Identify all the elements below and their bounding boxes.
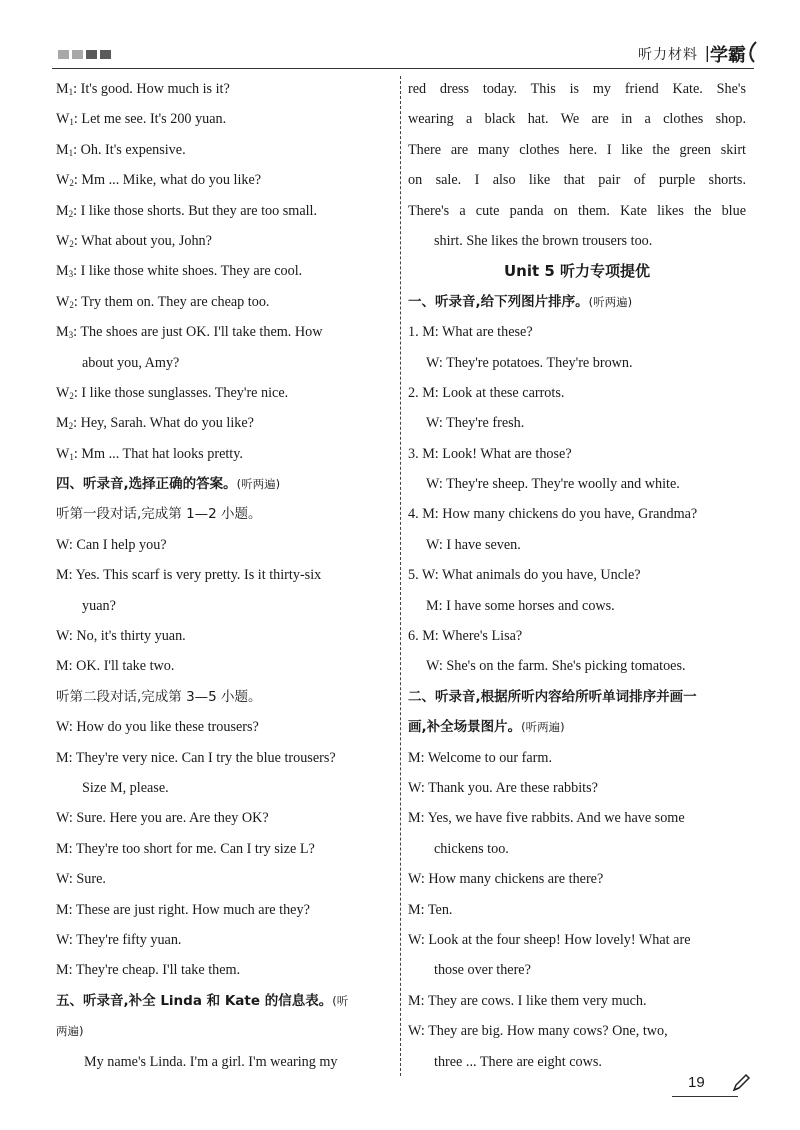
dialogue-text: What about you, John? xyxy=(81,232,212,249)
dialogue-text: They're cheap. I'll take them. xyxy=(75,962,241,979)
question-line xyxy=(408,621,746,651)
unit-title-text: Unit 5 听力专项提优 xyxy=(503,262,651,281)
paragraph-text: wearing a black hat. We are in a clothes shop. xyxy=(408,111,746,128)
dialogue-line xyxy=(56,135,392,165)
dialogue-line xyxy=(56,712,392,742)
speaker-label: $M_2$: xyxy=(56,415,81,432)
dialogue-line xyxy=(56,651,392,681)
dialogue-line xyxy=(56,530,392,560)
answer-line xyxy=(408,348,746,378)
section-heading xyxy=(56,469,392,499)
section-heading-text: 画,补全场景图片。 xyxy=(408,719,522,736)
dialogue-line xyxy=(408,925,746,955)
speaker-label: W: xyxy=(56,931,77,948)
dialogue-text: It's good. How much is it? xyxy=(80,81,230,97)
dialogue-text: Hey, Sarah. What do you like? xyxy=(80,415,254,432)
paragraph-text: red dress today. This is my friend Kate. She's xyxy=(408,81,746,97)
question-text: 6. M: Where's Lisa? xyxy=(408,628,523,645)
paragraph-text: There's a cute panda on them. Kate likes the blue xyxy=(408,202,746,219)
header-separator: | xyxy=(704,43,710,62)
section-heading xyxy=(408,682,746,712)
speaker-label: M: xyxy=(408,901,428,918)
instruction-line xyxy=(56,682,392,712)
dialogue-line xyxy=(408,1016,746,1046)
dialogue-line xyxy=(408,773,746,803)
paragraph-line xyxy=(408,104,746,134)
speaker-label: W: xyxy=(408,779,429,796)
paragraph-line xyxy=(408,74,746,104)
continuation-text: chickens too. xyxy=(434,840,509,857)
dialogue-text: Oh. It's expensive. xyxy=(80,141,186,158)
paragraph-line xyxy=(408,196,746,226)
dialogue-text: Sure. xyxy=(76,871,106,888)
question-text: 4. M: How many chickens do you have, Grandma? xyxy=(408,506,698,523)
dialogue-line xyxy=(408,864,746,894)
dialogue-text: They're too short for me. Can I try size L? xyxy=(75,840,315,857)
instruction-text: 听第二段对话,完成第 3—5 小题。 xyxy=(56,688,262,705)
dialogue-line xyxy=(56,226,392,256)
answer-line xyxy=(408,591,746,621)
paragraph-line xyxy=(56,1047,392,1077)
speaker-label: W: xyxy=(56,536,77,553)
section-heading-note: (听两遍) xyxy=(588,294,633,309)
section-heading xyxy=(56,1016,392,1046)
continuation-line xyxy=(408,955,746,985)
dialogue-text: Mm ... Mike, what do you like? xyxy=(81,172,262,189)
question-line xyxy=(408,378,746,408)
speaker-label: $W_1$: xyxy=(56,111,82,128)
continuation-line xyxy=(408,834,746,864)
section-heading-text: 五、听录音,补全 Linda 和 Kate 的信息表。 xyxy=(56,992,333,1009)
dialogue-line xyxy=(56,621,392,651)
dialogue-line xyxy=(408,803,746,833)
question-text: 5. W: What animals do you have, Uncle? xyxy=(408,567,641,584)
dialogue-line xyxy=(56,560,392,590)
continuation-line xyxy=(56,348,392,378)
header-brand: 学霸 xyxy=(710,45,746,66)
speaker-label: W: xyxy=(56,628,77,645)
dialogue-text: How do you like these trousers? xyxy=(76,719,259,736)
dialogue-line xyxy=(56,864,392,894)
speaker-label: $W_2$: xyxy=(56,293,82,310)
paragraph-text: on sale. I also like that pair of purple shorts. xyxy=(408,172,746,189)
speaker-label: M: xyxy=(56,901,76,918)
speaker-label: M: xyxy=(56,658,77,675)
instruction-text: 听第一段对话,完成第 1—2 小题。 xyxy=(56,506,262,523)
dialogue-text: I like those sunglasses. They're nice. xyxy=(81,384,289,401)
paragraph-line xyxy=(408,135,746,165)
paragraph-line xyxy=(408,165,746,195)
speaker-label: $W_2$: xyxy=(56,172,82,189)
speaker-label: M: xyxy=(408,810,428,827)
section-heading-note: (听两遍) xyxy=(236,477,281,492)
answer-text: W: I have seven. xyxy=(426,536,521,553)
speaker-label: M: xyxy=(408,749,428,766)
dialogue-line xyxy=(56,803,392,833)
answer-text: W: They're potatoes. They're brown. xyxy=(426,354,633,371)
speaker-label: W: xyxy=(408,931,429,948)
dialogue-line xyxy=(56,955,392,985)
speaker-label: $M_3$: xyxy=(56,324,81,341)
answer-line xyxy=(408,469,746,499)
pencil-icon xyxy=(730,1072,752,1094)
speaker-label: $M_1$: xyxy=(56,81,81,97)
dialogue-text: How many chickens are there? xyxy=(428,871,604,888)
section-heading-text: 四、听录音,选择正确的答案。 xyxy=(56,476,237,493)
dialogue-text: I like those shorts. But they are too small. xyxy=(80,202,318,219)
dialogue-text: Welcome to our farm. xyxy=(427,749,552,766)
dialogue-text: Can I help you? xyxy=(76,536,167,553)
right-column xyxy=(408,74,746,1077)
unit-title xyxy=(408,256,746,286)
speaker-label: $W_1$: xyxy=(56,445,82,462)
question-text: 3. M: Look! What are those? xyxy=(408,445,572,462)
answer-text: M: I have some horses and cows. xyxy=(426,597,615,614)
continuation-text: yuan? xyxy=(82,597,116,614)
answer-text: W: They're fresh. xyxy=(426,415,525,432)
dialogue-text: They're very nice. Can I try the blue trousers? xyxy=(75,749,336,766)
dialogue-text: Yes, we have five rabbits. And we have some xyxy=(427,810,685,827)
dialogue-text: Sure. Here you are. Are they OK? xyxy=(76,810,269,827)
paragraph-text: There are many clothes here. I like the green skirt xyxy=(408,141,746,158)
header-title: 听力材料 xyxy=(638,47,698,63)
continuation-text: those over there? xyxy=(434,962,531,979)
dialogue-line xyxy=(56,74,392,104)
dialogue-text: They are big. How many cows? One, two, xyxy=(428,1023,668,1040)
instruction-line xyxy=(56,499,392,529)
section-heading-note: (听 xyxy=(332,993,349,1008)
continuation-text: shirt. She likes the brown trousers too. xyxy=(434,232,653,249)
dialogue-line xyxy=(56,378,392,408)
dialogue-text: Thank you. Are these rabbits? xyxy=(428,779,598,796)
page-footer xyxy=(668,1072,752,1102)
speaker-label: $M_1$: xyxy=(56,141,81,158)
continuation-line xyxy=(56,773,392,803)
question-text: 1. M: What are these? xyxy=(408,324,533,341)
question-line xyxy=(408,317,746,347)
speaker-label: W: xyxy=(56,871,77,888)
dialogue-text: I like those white shoes. They are cool. xyxy=(80,263,303,280)
speaker-label: $W_2$: xyxy=(56,384,82,401)
answer-line xyxy=(408,651,746,681)
question-line xyxy=(408,499,746,529)
dialogue-text: No, it's thirty yuan. xyxy=(76,628,186,645)
speaker-label: W: xyxy=(408,871,429,888)
dialogue-text: Ten. xyxy=(427,901,453,918)
speaker-label: M: xyxy=(56,567,76,584)
section-heading-text: 一、听录音,给下列图片排序。 xyxy=(408,293,589,310)
continuation-text: three ... There are eight cows. xyxy=(434,1053,602,1070)
dialogue-line xyxy=(56,317,392,347)
dialogue-text: OK. I'll take two. xyxy=(76,658,175,675)
left-column xyxy=(56,74,392,1077)
speaker-label: $M_3$: xyxy=(56,263,81,280)
footer-rule xyxy=(672,1096,738,1097)
answer-text: W: She's on the farm. She's picking tomatoes. xyxy=(426,658,686,675)
speaker-label: W: xyxy=(56,810,77,827)
speaker-label: M: xyxy=(56,840,76,857)
dialogue-line xyxy=(56,287,392,317)
dialogue-text: Yes. This scarf is very pretty. Is it thirty-six xyxy=(75,567,322,584)
section-heading-note: 两遍) xyxy=(56,1024,84,1039)
section-heading xyxy=(408,712,746,742)
speaker-label: M: xyxy=(56,749,76,766)
question-line xyxy=(408,439,746,469)
dialogue-line xyxy=(56,196,392,226)
question-text: 2. M: Look at these carrots. xyxy=(408,384,565,401)
continuation-line xyxy=(56,591,392,621)
dialogue-text: Look at the four sheep! How lovely! What are xyxy=(428,931,691,948)
section-heading-text: 二、听录音,根据所听内容给所听单词排序并画一 xyxy=(408,688,697,705)
column-divider xyxy=(400,76,401,1076)
section-heading xyxy=(56,986,392,1016)
section-heading xyxy=(408,287,746,317)
dialogue-text: The shoes are just OK. I'll take them. How xyxy=(80,324,323,341)
speaker-label: W: xyxy=(408,1023,429,1040)
dialogue-text: They are cows. I like them very much. xyxy=(427,992,647,1009)
dialogue-line xyxy=(56,256,392,286)
dialogue-text: These are just right. How much are they? xyxy=(75,901,310,918)
paragraph-text: My name's Linda. I'm a girl. I'm wearing my xyxy=(84,1053,338,1070)
answer-text: W: They're sheep. They're woolly and white. xyxy=(426,476,680,493)
continuation-line xyxy=(408,226,746,256)
dialogue-text: Try them on. They are cheap too. xyxy=(81,293,270,310)
header-decoration xyxy=(58,50,111,59)
speaker-label: $M_2$: xyxy=(56,202,81,219)
continuation-text: Size M, please. xyxy=(82,779,169,796)
page-number: 19 xyxy=(688,1074,705,1091)
dialogue-line xyxy=(56,104,392,134)
dialogue-line xyxy=(56,895,392,925)
brand-swoosh-icon xyxy=(746,40,760,64)
speaker-label: M: xyxy=(408,992,428,1009)
speaker-label: W: xyxy=(56,719,77,736)
speaker-label: M: xyxy=(56,962,76,979)
continuation-text: about you, Amy? xyxy=(82,354,180,371)
dialogue-line xyxy=(56,834,392,864)
header-rule xyxy=(52,68,754,69)
dialogue-text: They're fifty yuan. xyxy=(76,931,182,948)
dialogue-line xyxy=(56,925,392,955)
dialogue-line xyxy=(408,743,746,773)
answer-line xyxy=(408,408,746,438)
dialogue-text: Let me see. It's 200 yuan. xyxy=(81,111,227,128)
dialogue-line xyxy=(56,439,392,469)
section-heading-note: (听两遍) xyxy=(521,720,565,735)
dialogue-line xyxy=(56,408,392,438)
question-line xyxy=(408,560,746,590)
speaker-label: $W_2$: xyxy=(56,232,82,249)
dialogue-line xyxy=(56,743,392,773)
dialogue-text: Mm ... That hat looks pretty. xyxy=(81,445,243,462)
dialogue-line xyxy=(56,165,392,195)
dialogue-line xyxy=(408,895,746,925)
dialogue-line xyxy=(408,986,746,1016)
answer-line xyxy=(408,530,746,560)
page-header xyxy=(52,40,754,70)
